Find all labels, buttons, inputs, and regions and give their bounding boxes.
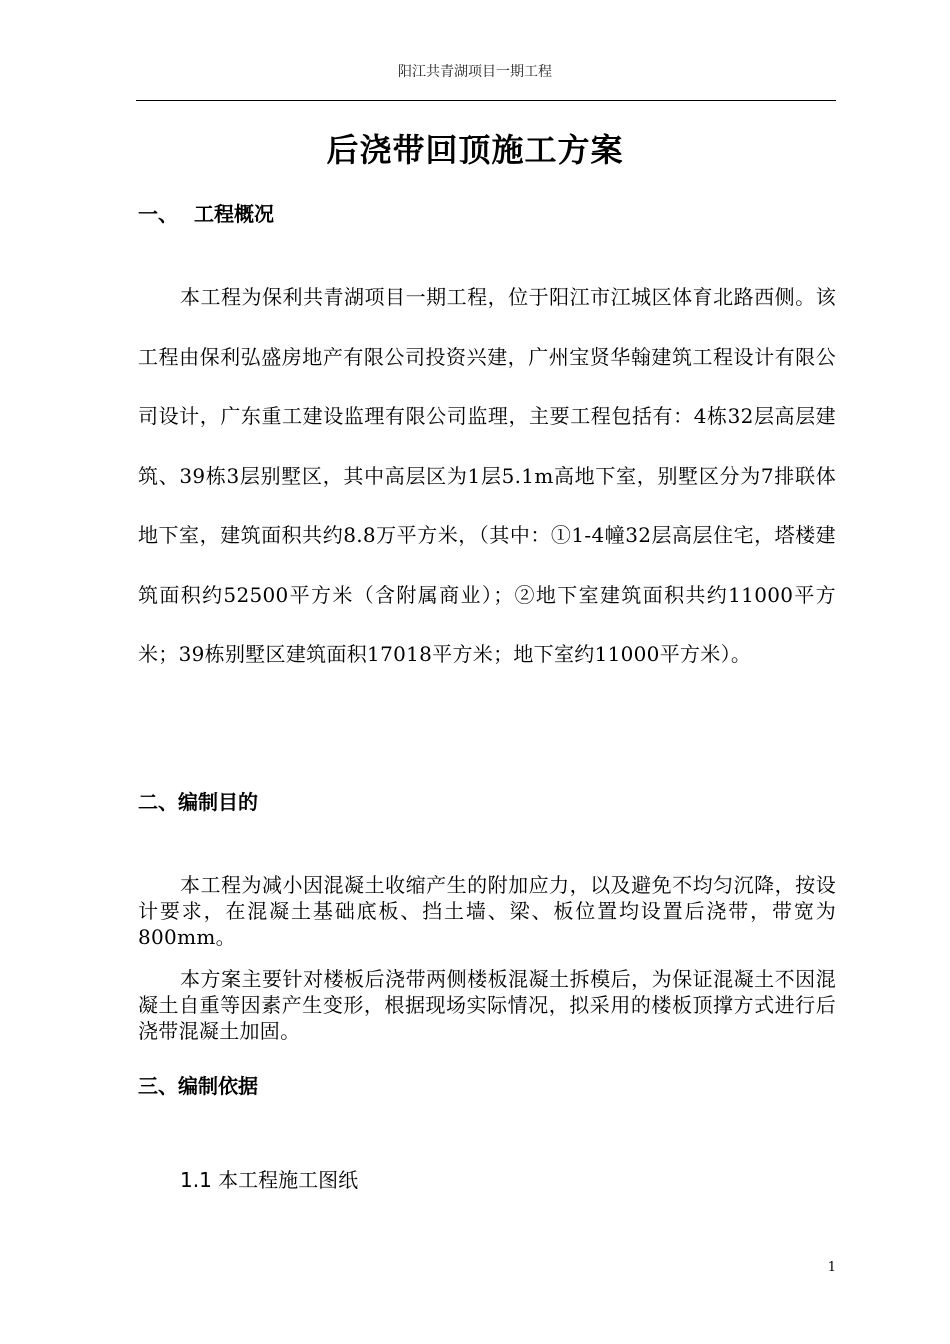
purpose-paragraph-2: 本方案主要针对楼板后浇带两侧楼板混凝土拆模后，为保证混凝土不因混凝土自重等因素产生变形，根据现场实际情况，拟采用的楼板顶撑方式进行后浇带混凝土加固。 <box>138 967 836 1043</box>
document-title: 后浇带回顶施工方案 <box>326 131 624 169</box>
section-number: 三、 <box>138 1074 178 1098</box>
section-title: 编制依据 <box>178 1074 258 1098</box>
section-number: 二、 <box>138 790 178 814</box>
basis-item: 1.1 本工程施工图纸 <box>180 1168 359 1192</box>
header-divider <box>136 100 836 101</box>
overview-paragraph: 本工程为保利共青湖项目一期工程，位于阳江市江城区体育北路西侧。该工程由保利弘盛房地产有限公司投资兴建，广州宝贤华翰建筑工程设计有限公司设计，广东重工建设监理有限公司监理，主要工程包括有：4栋32层高层建筑、39栋3层别墅区，其中高层区为1层5.1m高地下室，别墅区分为7排联体地下室，建筑面积共约8.8万平方米，（其中：①1-4幢32层高层住宅，塔楼建筑面积约52500平方米（含附属商业）；②地下室建筑面积共约11000平方米；39栋别墅区建筑面积17018平方米；地下室约11000平方米）。 <box>138 285 836 666</box>
purpose-paragraph-1: 本工程为减小因混凝土收缩产生的附加应力，以及避免不均匀沉降，按设计要求，在混凝土基础底板、挡土墙、梁、板位置均设置后浇带，带宽为800mm。 <box>138 873 836 949</box>
section-title: 工程概况 <box>194 202 274 226</box>
section-title: 编制目的 <box>178 790 258 814</box>
section-number: 一、 <box>138 202 178 226</box>
page-header: 阳江共青湖项目一期工程 <box>398 64 552 80</box>
section-heading-basis <box>138 1072 258 1100</box>
page-number: 1 <box>827 1260 836 1275</box>
section-heading-overview <box>138 200 274 228</box>
section-heading-purpose <box>138 788 258 816</box>
